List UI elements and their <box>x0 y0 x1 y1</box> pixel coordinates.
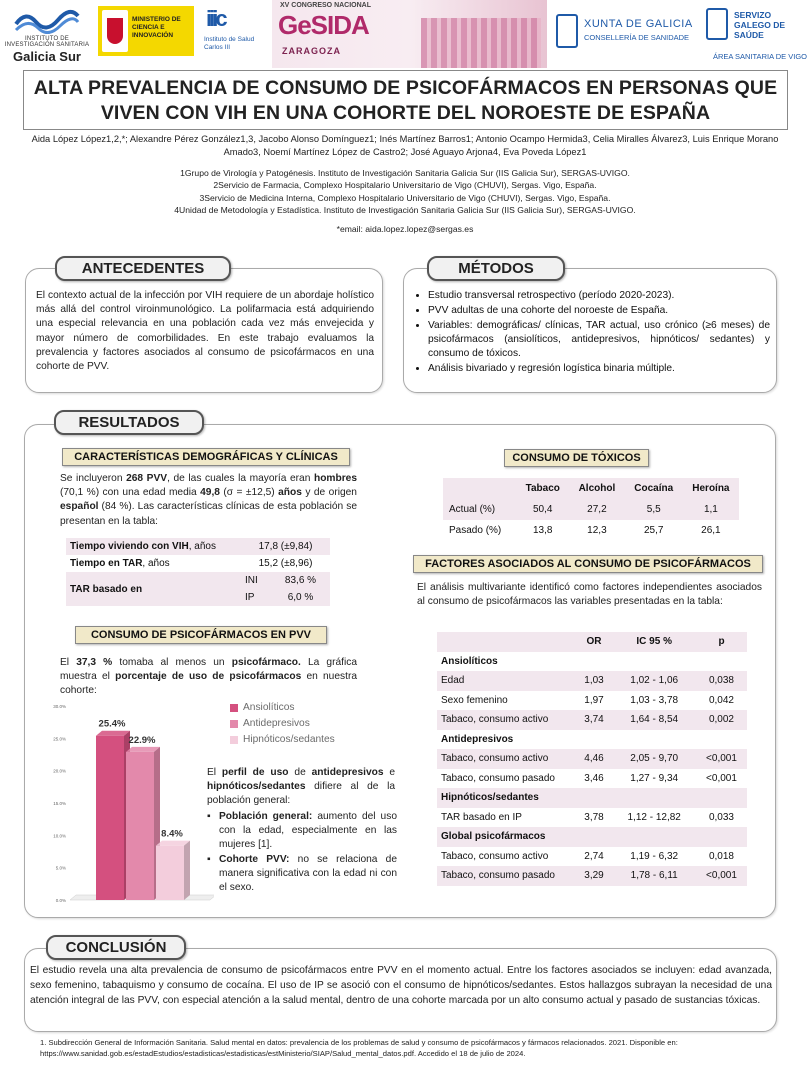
conclusion-heading: CONCLUSIÓN <box>46 935 186 960</box>
fac-cell: 0,042 <box>708 694 734 706</box>
metodos-heading: MÉTODOS <box>427 256 565 281</box>
perfil-text-part: de <box>288 767 312 778</box>
y-tick-label: 25.0% <box>53 736 66 742</box>
tox-cell: 12,3 <box>587 525 607 536</box>
demo-edad: 49,8 <box>200 487 220 499</box>
authors: Aida López López1,2,*; Alexandre Pérez González1,3, Jacobo Alonso Domínguez1; Inés Martínez Barros1; Antonio Ocampo Hermida3, Celia Miralles Álvarez3, Luis Enrique Morano Amado3, Noemí Martínez López de Castro2; José Aguayo Arjona4, Eva Poveda López1 <box>31 134 779 157</box>
bar-data-label: 8.4% <box>161 828 183 840</box>
psico-bar-chart <box>44 698 214 912</box>
tar-value: 6,0 % <box>287 592 314 603</box>
psico-heading: CONSUMO DE PSICOFÁRMACOS EN PVV <box>75 626 327 644</box>
tar-sub: INI <box>245 575 258 586</box>
fac-cell: 0,018 <box>708 850 734 862</box>
sergas-name: SERVIZO GALEGO DE SAÚDE <box>734 10 786 40</box>
perfil-text-part: difiere al de la población general: <box>207 781 395 807</box>
legend-label: Ansiolíticos <box>243 702 295 713</box>
metodos-item: • Variables: demográficas/ clínicas, TAR actual, uso crónico (≥6 meses) de psicofármacos (ansiolíticos, antidepresivos, hipnóticos/ sedantes) y consumo de tóxicos. <box>428 319 770 361</box>
legend-item <box>230 716 370 732</box>
demo-table <box>66 538 330 606</box>
tox-cell: 1,1 <box>703 504 718 515</box>
fac-cell: Tabaco, consumo activo <box>441 753 549 765</box>
tox-cell: 5,5 <box>646 504 661 515</box>
demo-text-part: (σ = ±12,5) <box>219 487 279 499</box>
demo-text-part: (70,1 %) con una edad media <box>60 487 201 499</box>
table-group-row <box>437 730 747 750</box>
tox-col-header <box>443 478 516 499</box>
perfil-text-part: e <box>383 767 396 778</box>
bar-top <box>156 841 190 846</box>
sergas-area: ÁREA SANITARIA DE VIGO <box>712 52 807 61</box>
fac-cell: <0,001 <box>706 870 737 882</box>
demo-row-suffix: , años <box>188 541 216 552</box>
y-tick-label: 0.0% <box>55 898 66 903</box>
congress-city: ZARAGOZA <box>282 46 341 56</box>
demo-text-part: y de origen <box>301 487 357 499</box>
ministerio-text: MINISTERIO DE CIENCIA E INNOVACIÓN <box>132 16 181 39</box>
toxicos-table <box>443 478 739 541</box>
fac-cell: 1,64 - 8,54 <box>630 714 679 726</box>
poster-title: ALTA PREVALENCIA DE CONSUMO DE PSICOFÁRMACOS EN PERSONAS QUE VIVEN CON VIH EN UNA COHORTE DEL NOROESTE DE ESPAÑA <box>33 77 778 124</box>
legend-item <box>230 700 370 716</box>
perfil-text <box>207 766 395 809</box>
square-bullet-icon: ▪ <box>207 811 211 822</box>
table-row <box>437 691 747 711</box>
metodos-item: • PVV adultas de una cohorte del noroeste de España. <box>428 304 770 318</box>
table-group-row <box>437 788 747 808</box>
affiliation-1: 1Grupo de Virología y Patogénesis. Instituto de Investigación Sanitaria Galicia Sur (IIS Galicia Sur), SERGAS-UVIGO. <box>180 168 630 178</box>
fac-cell: Tabaco, consumo pasado <box>441 772 555 784</box>
fac-cell: Tabaco, consumo pasado <box>441 870 555 882</box>
demo-text <box>60 472 357 529</box>
demo-heading: CARACTERÍSTICAS DEMOGRÁFICAS Y CLÍNICAS <box>62 448 350 466</box>
fac-cell: Edad <box>441 675 465 687</box>
bar <box>96 736 124 900</box>
fac-cell: 2,05 - 9,70 <box>630 753 679 765</box>
demo-row-value: 17,8 (±9,84) <box>258 541 313 552</box>
perfil-bullet <box>207 853 397 896</box>
antecedentes-heading: ANTECEDENTES <box>55 256 231 281</box>
fac-col-header <box>437 632 576 652</box>
square-bullet-icon: ▪ <box>207 853 211 865</box>
table-row <box>66 555 330 572</box>
fac-group-label: Antidepresivos <box>441 733 514 745</box>
toxicos-heading: CONSUMO DE TÓXICOS <box>504 449 649 467</box>
logo-ministerio <box>98 6 194 56</box>
table-header-row <box>437 632 747 652</box>
psico-text-part: en nuestra cohorte: <box>60 671 357 697</box>
demo-hombres: hombres <box>313 473 358 484</box>
table-row <box>437 710 747 730</box>
bullet-text: aumento del uso con la edad, especialmente en las mujeres [1]. <box>219 811 397 851</box>
fac-group-label: Hipnóticos/sedantes <box>441 792 539 804</box>
fac-cell: 0,033 <box>708 811 734 823</box>
fac-cell: 1,78 - 6,11 <box>630 870 678 882</box>
table-row <box>437 808 747 828</box>
metodos-item: • Estudio transversal retrospectivo (período 2020-2023). <box>428 289 770 303</box>
psico-text-part: El <box>60 657 77 668</box>
legend-item <box>230 732 370 748</box>
table-group-row <box>437 652 747 672</box>
fac-col-header: p <box>718 636 725 648</box>
y-tick-label: 30.0% <box>53 704 66 709</box>
table-row <box>437 847 747 867</box>
fac-col-header: IC 95 % <box>636 636 672 648</box>
tox-cell: Actual (%) <box>449 504 496 515</box>
fac-cell: 3,78 <box>584 811 604 823</box>
antecedentes-box <box>25 268 383 393</box>
fac-cell: 1,12 - 12,82 <box>627 811 681 823</box>
fac-col-header: OR <box>586 636 602 648</box>
fac-cell: 1,03 <box>584 675 604 687</box>
affiliation-3: 3Servicio de Medicina Interna, Complexo Hospitalario Universitario de Vigo (CHUVI), Sergas. Vigo, España. <box>199 192 611 203</box>
tar-value: 83,6 % <box>284 575 317 586</box>
demo-anos: años <box>278 487 302 499</box>
table-row <box>437 769 747 789</box>
factores-table <box>437 632 747 886</box>
affiliation-4: 4Unidad de Metodología y Estadística. Instituto de Investigación Sanitaria Galicia Sur (IIS Galicia Sur), SERGAS-UVIGO. <box>174 204 636 215</box>
factores-intro: El análisis multivariante identificó como factores independientes asociados al consumo de psicofármacos las variables presentadas en la tabla: <box>417 582 762 608</box>
metodos-box <box>403 268 777 393</box>
legend-swatch <box>230 704 238 712</box>
bar-data-label: 22.9% <box>128 734 156 746</box>
table-row <box>437 671 747 691</box>
igs-name: Galicia Sur <box>13 49 81 64</box>
legend-label: Antidepresivos <box>243 718 310 729</box>
xunta-name: XUNTA DE GALICIA <box>584 18 693 30</box>
psico-psicof: psicofármaco. <box>231 657 301 668</box>
bar <box>126 752 154 900</box>
legend-label: Hipnóticos/sedantes <box>243 734 335 745</box>
resultados-heading: RESULTADOS <box>54 410 204 435</box>
table-row <box>66 538 330 555</box>
demo-espanol: español <box>60 501 99 513</box>
xunta-dept: CONSELLERÍA DE SANIDADE <box>584 33 690 42</box>
logo-sergas <box>702 6 807 66</box>
psico-pct: 37,3 % <box>76 657 113 668</box>
affiliation-2: 2Servicio de Farmacia, Complexo Hospitalario Universitario de Vigo (CHUVI), Sergas. Vigo, España. <box>213 180 597 191</box>
demo-row-label: Tiempo viviendo con VIH <box>70 541 189 552</box>
tox-cell: 50,4 <box>533 504 553 515</box>
tar-label: TAR basado en <box>70 583 143 595</box>
fac-cell: 3,29 <box>584 870 604 882</box>
demo-n: 268 PVV <box>126 473 168 484</box>
antecedentes-text: El contexto actual de la infección por VIH requiere de un abordaje holístico más allá del control viroinmunológico. La polifarmacia está adquiriendo una especial relevancia en una población cada vez más envejecida y mayor número de comorbilidades. En este trabajo evaluamos la prevalencia y factores asociados al consumo de psicofármacos en una cohorte de PVV. <box>36 290 374 373</box>
fac-cell: 1,27 - 9,34 <box>630 772 679 784</box>
bar-side <box>184 841 190 900</box>
affiliations <box>20 167 790 216</box>
igs-line2: INVESTIGACIÓN SANITARIA <box>4 42 90 48</box>
fac-cell: Tabaco, consumo activo <box>441 850 549 862</box>
city-skyline-icon <box>421 18 541 68</box>
fac-cell: 0,038 <box>708 675 734 687</box>
legend-swatch <box>230 736 238 744</box>
bullet-text: no se relaciona de manera significativa con la edad ni con el sexo. <box>219 853 397 894</box>
tox-cell: 26,1 <box>701 525 721 536</box>
table-row <box>437 866 747 886</box>
fac-cell: 2,74 <box>584 850 604 862</box>
conclusion-text: El estudio revela una alta prevalencia de consumo de psicofármacos entre PVV en el momento actual. Entre los factores asociados se incluyen: edad avanzada, sexo femenino, tabaquismo y consumo de cocaína. El uso de IP se asoció con el consumo de hipnóticos/sedantes. Estos hallazgos subrayan la necesidad de una atención integral de las PVV, con especial atención a la salud mental, dentro de una cohorte marcada por un alto consumo actual y pasado de sustancias tóxicas. <box>30 965 772 1006</box>
tox-col-header: Tabaco <box>525 483 560 494</box>
bullet-bold: Cohorte PVV: <box>219 853 290 865</box>
bar-top <box>96 731 130 736</box>
tox-cell: 27,2 <box>587 504 607 515</box>
tox-cell: 13,8 <box>533 525 553 536</box>
congress-name: GeSIDA <box>278 10 369 40</box>
perfil-bold: antidepresivos <box>311 767 384 778</box>
bar-data-label: 25.4% <box>98 718 126 730</box>
table-row <box>66 572 330 589</box>
fac-cell: 4,46 <box>584 753 604 765</box>
metodos-list <box>416 289 770 377</box>
fac-cell: 0,002 <box>708 714 734 726</box>
perfil-bold: perfil de uso <box>221 767 289 778</box>
bar-top <box>126 747 160 752</box>
y-tick-label: 15.0% <box>53 801 66 806</box>
y-tick-label: 20.0% <box>53 768 66 774</box>
demo-text-part: Se incluyeron <box>60 473 127 484</box>
fac-cell: 3,74 <box>584 714 604 726</box>
y-tick-label: 5.0% <box>55 865 66 871</box>
psico-porc: porcentaje de uso de psicofármacos <box>115 671 302 683</box>
logo-igs-galicia-sur <box>4 6 90 62</box>
tox-col-header: Cocaína <box>634 483 674 494</box>
coat-of-arms-icon <box>102 10 128 52</box>
psico-text-part: tomaba al menos un <box>112 657 232 668</box>
tox-col-header: Heroína <box>692 483 730 494</box>
fac-cell: <0,001 <box>706 772 737 784</box>
fac-cell: <0,001 <box>706 753 737 765</box>
psico-text-part: La gráfica muestra el <box>60 657 357 683</box>
title-box <box>23 70 788 130</box>
congress-small: XV CONGRESO NACIONAL <box>280 2 372 9</box>
factores-heading: FACTORES ASOCIADOS AL CONSUMO DE PSICOFÁRMACOS <box>413 555 763 573</box>
table-row <box>443 499 739 520</box>
psico-intro <box>60 656 357 699</box>
perfil-bullet <box>207 810 397 853</box>
fac-cell: 1,02 - 1,06 <box>630 675 679 687</box>
tox-col-header: Alcohol <box>578 483 616 494</box>
chart-legend <box>230 700 370 748</box>
fac-cell: 1,19 - 6,32 <box>630 850 679 862</box>
demo-row-label: Tiempo en TAR <box>70 558 143 569</box>
logo-bar <box>0 0 809 68</box>
logo-xunta <box>556 14 696 54</box>
perfil-bullets <box>207 810 397 895</box>
fac-cell: Tabaco, consumo activo <box>441 714 549 726</box>
perfil-text-part: El <box>207 767 222 778</box>
demo-text-part: (84 %). Las características clínicas de esta población se presentan en la tabla: <box>60 501 357 527</box>
table-group-row <box>437 827 747 847</box>
fac-group-label: Ansiolíticos <box>441 655 498 667</box>
tar-sub: IP <box>245 592 255 603</box>
contact-email: *email: aida.lopez.lopez@sergas.es <box>336 224 474 234</box>
perfil-bold: hipnóticos/sedantes <box>207 781 306 793</box>
fac-group-label: Global psicofármacos <box>441 831 546 843</box>
table-header-row <box>443 478 739 499</box>
fac-cell: TAR basado en IP <box>441 811 522 823</box>
table-row <box>443 520 739 541</box>
tox-cell: 25,7 <box>644 525 664 536</box>
factores-body <box>437 652 747 886</box>
legend-swatch <box>230 720 238 728</box>
metodos-item: • Análisis bivariado y regresión logística binaria múltiple. <box>428 362 770 376</box>
isciii-text: Instituto de Salud Carlos III <box>204 36 255 51</box>
fac-cell: 3,46 <box>584 772 604 784</box>
sergas-crest-icon <box>706 8 728 40</box>
logo-isciii <box>200 6 264 66</box>
y-tick-label: 10.0% <box>53 833 66 839</box>
bullet-bold: Población general: <box>219 811 313 822</box>
igs-wave-icon <box>14 6 80 34</box>
fac-cell: Sexo femenino <box>441 694 508 706</box>
demo-row-value: 15,2 (±8,96) <box>258 558 313 569</box>
footnote: 1. Subdirección General de Información Sanitaria. Salud mental en datos: prevalencia de los problemas de salud y consumo de psicofármacos y fármacos relacionados. 2021. Disponible en: https://www.sanidad.gob.es/estadEstudios/estadisticas/estadisticas/estMinisterio/SIAP/Salud_mental_datos.pdf. Accedido el 18 de julio de 2024. <box>40 1038 678 1058</box>
xunta-crest-icon <box>556 14 578 48</box>
demo-row-suffix: , años <box>142 558 170 569</box>
isciii-mark-icon: iiic <box>206 6 225 31</box>
demo-text-part: , de las cuales la mayoría eran <box>167 473 314 484</box>
bar <box>156 846 184 900</box>
fac-cell: 1,03 - 3,78 <box>630 694 679 706</box>
logo-gesida-congress <box>272 0 547 68</box>
tox-cell: Pasado (%) <box>449 525 502 536</box>
table-row <box>437 749 747 769</box>
igs-line1: INSTITUTO DE <box>25 36 69 42</box>
fac-cell: 1,97 <box>584 694 604 706</box>
